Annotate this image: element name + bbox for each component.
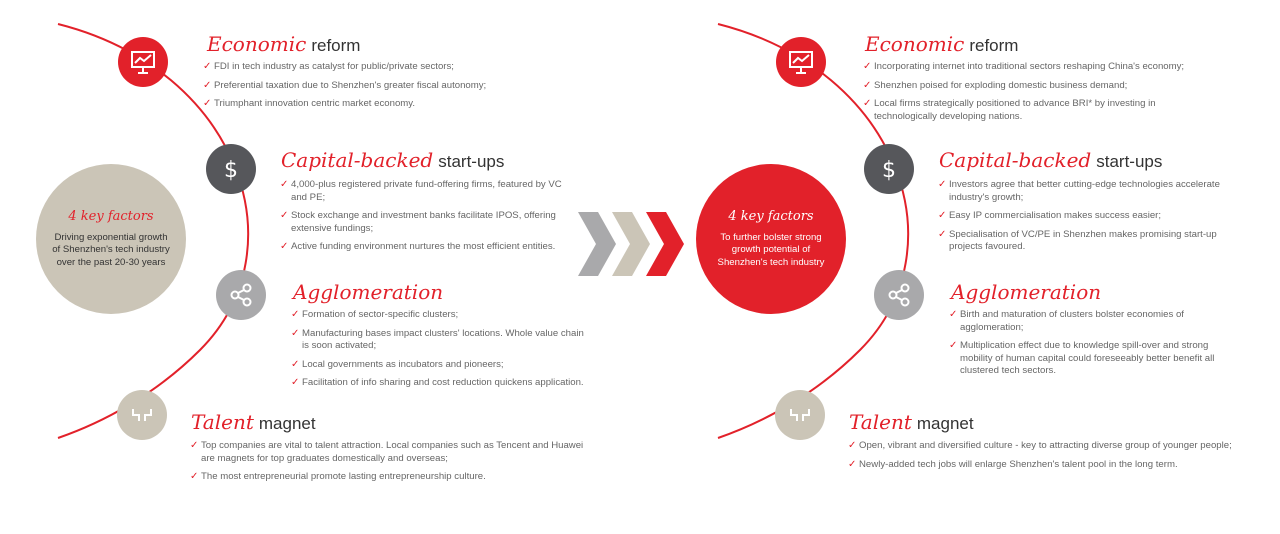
- left-talent-heading: Talent magnet: [191, 410, 316, 434]
- right-capital-heading: Capital-backed start-ups: [939, 148, 1163, 172]
- list-item: ✓ Preferential taxation due to Shenzhen's greater fiscal autonomy;: [203, 80, 523, 93]
- right-economic-bullets: [863, 61, 1203, 129]
- svg-text:$: $: [882, 158, 896, 183]
- list-item: ✓ Multiplication effect due to knowledge spill-over and strong mobility of human capital could foreseeably better benefit all clustered tech sectors.: [949, 340, 1229, 378]
- right-circle-title: 4 key factors: [728, 208, 814, 224]
- dollar-icon: [206, 144, 256, 194]
- list-item: ✓ Incorporating internet into traditional sectors reshaping China's economy;: [863, 61, 1203, 74]
- list-item: ✓ Birth and maturation of clusters bolster economies of agglomeration;: [949, 309, 1229, 334]
- chevron-right-icon: [646, 212, 684, 276]
- list-item: ✓ Local governments as incubators and pioneers;: [291, 359, 591, 372]
- svg-text:$: $: [224, 158, 238, 183]
- chevron-arrows: [576, 212, 688, 276]
- list-item: ✓ Newly-added tech jobs will enlarge Shenzhen's talent pool in the long term.: [848, 459, 1268, 472]
- list-item: ✓ Facilitation of info sharing and cost reduction quickens application.: [291, 377, 591, 390]
- right-talent-bullets: [848, 440, 1268, 477]
- list-item: ✓ Shenzhen poised for exploding domestic business demand;: [863, 80, 1203, 93]
- list-item: ✓ Active funding environment nurtures the most efficient entities.: [280, 241, 570, 254]
- list-item: ✓ Top companies are vital to talent attraction. Local companies such as Tencent and Huawei are magnets for top graduates domestically and overseas;: [190, 440, 590, 465]
- list-item: ✓ Stock exchange and investment banks facilitate IPOS, offering extensive fundings;: [280, 210, 570, 235]
- list-item: ✓ Specialisation of VC/PE in Shenzhen makes promising start-up projects favoured.: [938, 229, 1228, 254]
- presentation-chart-icon: [118, 37, 168, 87]
- presentation-chart-icon: [776, 37, 826, 87]
- chevron-right-icon: [578, 212, 616, 276]
- dollar-icon: [864, 144, 914, 194]
- share-icon: [216, 270, 266, 320]
- left-talent-bullets: [190, 440, 590, 490]
- right-key-factors-circle: [696, 164, 846, 314]
- list-item: ✓ The most entrepreneurial promote lasting entrepreneurship culture.: [190, 471, 590, 484]
- left-capital-heading: Capital-backed start-ups: [281, 148, 505, 172]
- share-icon: [874, 270, 924, 320]
- right-agglomeration-heading: Agglomeration: [951, 280, 1102, 304]
- chevron-right-icon: [612, 212, 650, 276]
- list-item: ✓ FDI in tech industry as catalyst for public/private sectors;: [203, 61, 523, 74]
- talent-magnet-icon: [117, 390, 167, 440]
- left-capital-bullets: [280, 179, 570, 260]
- list-item: ✓ Triumphant innovation centric market economy.: [203, 98, 523, 111]
- left-agglomeration-heading: Agglomeration: [293, 280, 444, 304]
- left-agglomeration-bullets: [291, 309, 591, 396]
- right-talent-heading: Talent magnet: [849, 410, 974, 434]
- left-key-factors-circle: [36, 164, 186, 314]
- left-economic-heading: Economic reform: [207, 32, 361, 56]
- list-item: ✓ Formation of sector-specific clusters;: [291, 309, 591, 322]
- list-item: ✓ Easy IP commercialisation makes success easier;: [938, 210, 1228, 223]
- list-item: ✓ Manufacturing bases impact clusters' locations. Whole value chain is soon activated;: [291, 328, 591, 353]
- list-item: ✓ Investors agree that better cutting-edge technologies accelerate industry's growth;: [938, 179, 1228, 204]
- right-circle-subtitle: To further bolster strong growth potential of Shenzhen's tech industry: [717, 231, 825, 268]
- right-capital-bullets: [938, 179, 1228, 260]
- list-item: ✓ 4,000-plus registered private fund-offering firms, featured by VC and PE;: [280, 179, 570, 204]
- right-agglomeration-bullets: [949, 309, 1229, 384]
- left-economic-bullets: [203, 61, 523, 117]
- left-circle-subtitle: Driving exponential growth of Shenzhen's tech industry over the past 20-30 years: [52, 231, 170, 268]
- left-circle-title: 4 key factors: [68, 208, 154, 224]
- talent-magnet-icon: [775, 390, 825, 440]
- list-item: ✓ Open, vibrant and diversified culture - key to attracting diverse group of younger people;: [848, 440, 1268, 453]
- right-economic-heading: Economic reform: [865, 32, 1019, 56]
- list-item: ✓ Local firms strategically positioned to advance BRI* by investing in technologically developing nations.: [863, 98, 1174, 123]
